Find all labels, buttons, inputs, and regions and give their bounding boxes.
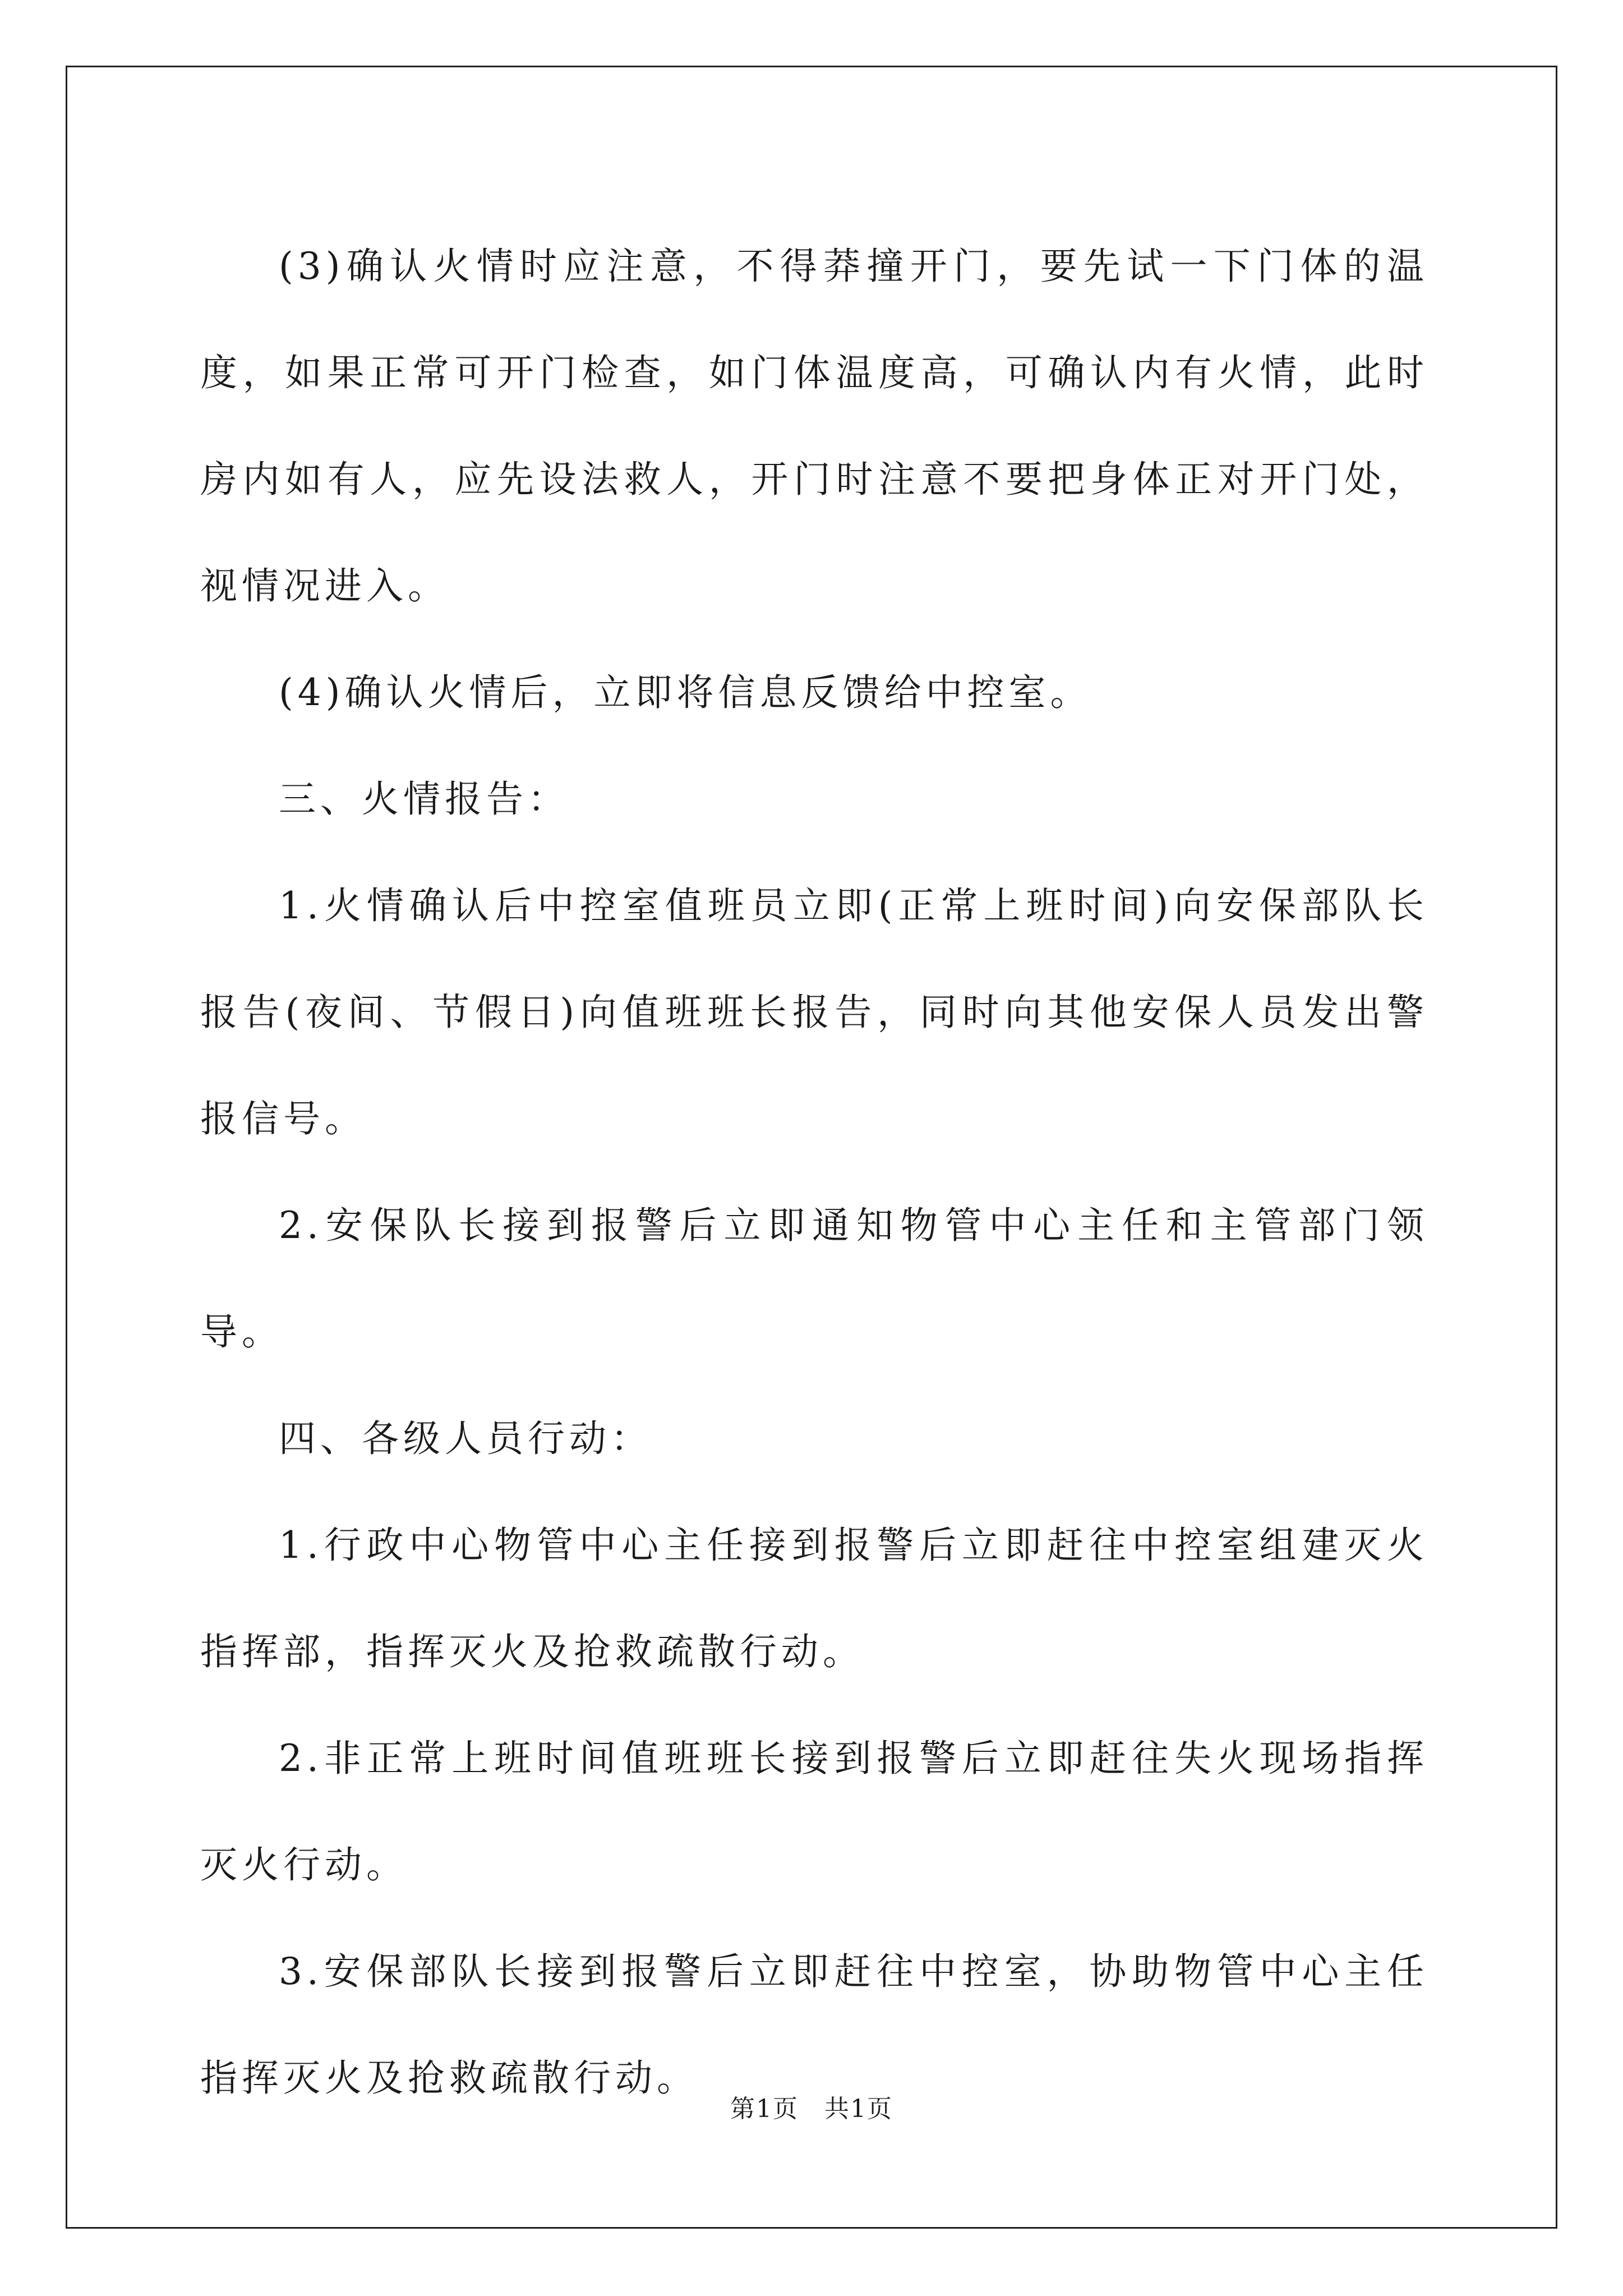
paragraph-action-step-3: 3.安保部队长接到报警后立即赶往中控室，协助物管中心主任指挥灭火及抢救疏散行动。 <box>200 1950 1428 2100</box>
section-heading-personnel-actions: 四、各级人员行动： <box>279 1417 652 1460</box>
paragraph-fire-confirm-caution: (3)确认火情时应注意，不得莽撞开门，要先试一下门体的温度，如果正常可开门检查，如门体温度高，可确认内有火情，此时房内如有人，应先设法救人，开门时注意不要把身体正对开门处，视情况进入。 <box>200 245 1428 608</box>
paragraph-action-step-1: 1.行政中心物管中心主任接到报警后立即赶往中控室组建灭火指挥部，指挥灭火及抢救疏散行动。 <box>200 1524 1428 1673</box>
paragraph-report-step-1: 1.火情确认后中控室值班员立即(正常上班时间)向安保部队长报告(夜间、节假日)向值班班长报告，同时向其他安保人员发出警报信号。 <box>200 884 1428 1140</box>
document-body <box>200 213 1428 2132</box>
paragraph-report-step-2: 2.安保队长接到报警后立即通知物管中心主任和主管部门领导。 <box>200 1204 1428 1354</box>
paragraph-action-step-2: 2.非正常上班时间值班班长接到报警后立即赶往失火现场指挥灭火行动。 <box>200 1737 1428 1887</box>
page-footer: 第1页 共1页 <box>730 2095 893 2123</box>
paragraph-fire-confirm-feedback: (4)确认火情后，立即将信息反馈给中控室。 <box>279 671 1092 714</box>
section-heading-fire-report: 三、火情报告： <box>279 777 569 821</box>
